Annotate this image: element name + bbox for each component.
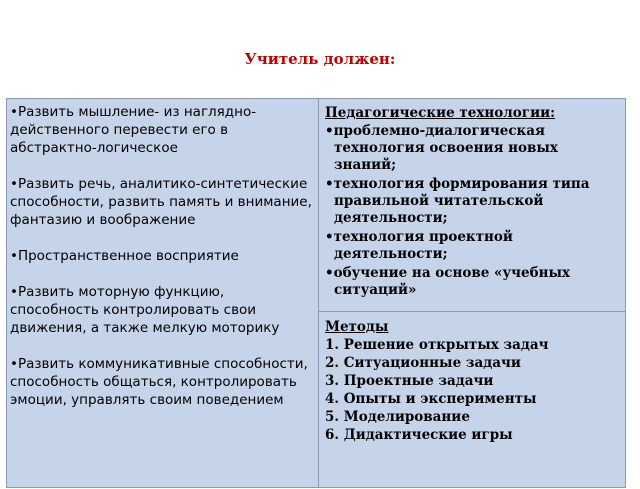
technologies-list (325, 123, 621, 299)
technologies-heading: Педагогические технологии: (325, 105, 556, 121)
methods-list (325, 336, 621, 444)
goal-item: •Развить коммуникативные способности, способность общаться, контролировать эмоции, управлять своим поведением (10, 356, 308, 408)
technologies-cell (319, 99, 625, 312)
technology-item: •обучение на основе «учебных ситуаций» (325, 265, 571, 298)
content-table (6, 98, 626, 488)
method-item: 2. Ситуационные задачи (325, 355, 521, 371)
right-column (319, 99, 625, 487)
methods-cell (319, 312, 625, 489)
method-item: 1. Решение открытых задач (325, 337, 549, 353)
technology-item: •технология проектной деятельности; (325, 229, 513, 262)
method-item: 6. Дидактические игры (325, 427, 513, 443)
teacher-goals-cell (7, 99, 319, 487)
method-item: 3. Проектные задачи (325, 373, 494, 389)
goal-item: •Развить речь, аналитико-синтетические способности, развить память и внимание, фантазию и воображение (10, 176, 312, 228)
method-item: 4. Опыты и эксперименты (325, 391, 537, 407)
methods-heading: Методы (325, 319, 389, 335)
method-item: 5. Моделирование (325, 409, 470, 425)
goal-item: •Развить моторную функцию, способность контролировать свои движения, а также мелкую моторику (10, 284, 280, 336)
technology-item: •технология формирования типа правильной читательской деятельности; (325, 176, 590, 226)
technology-item: •проблемно-диалогическая технология освоения новых знаний; (325, 123, 558, 173)
goal-item: •Развить мышление- из наглядно-действенного перевести его в абстрактно-логическое (10, 104, 257, 156)
slide-title: Учитель должен: (244, 50, 396, 68)
goal-item: •Пространственное восприятие (10, 248, 239, 264)
